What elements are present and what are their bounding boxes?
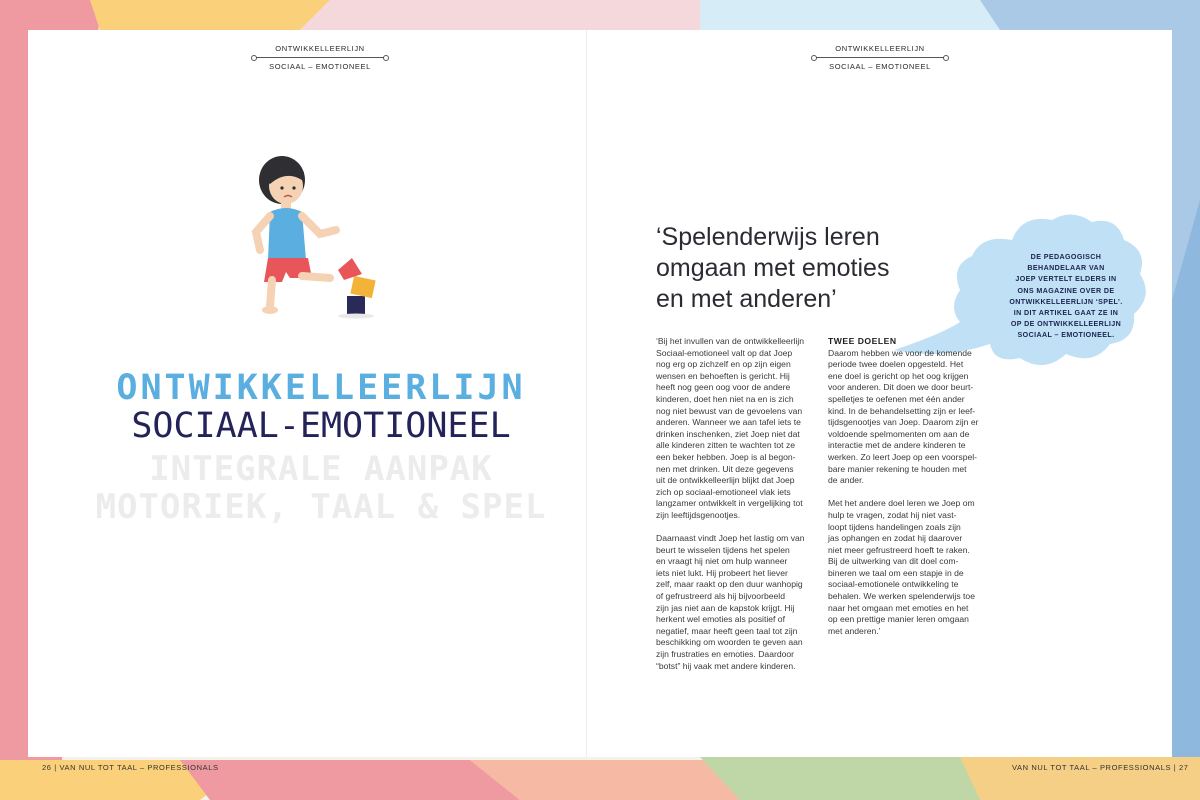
boy-kicking-blocks-illustration [246,150,386,320]
text-line: Met het andere doel leren we Joep om [828,498,975,509]
right-page [586,30,1172,757]
text-line: zijn jas niet aan de kapstok krijgt. Hij [656,602,795,613]
text-line: werken. Zo leert Joep op een voorspel- [828,451,978,462]
text-line: kinderen, doet hen niet na en is zich [656,393,794,404]
text-line: zijn leeftijdsgenootjes. [656,509,741,520]
text-line: nen met drinken. Uit deze gegevens [656,463,794,474]
text-line: niet meer gefrustreerd hoeft te raken. [828,544,970,555]
bubble-line: JOEP VERTELT ELDERS IN [1015,275,1117,284]
page-number: 26 [42,763,52,772]
bubble-line: ONS MAGAZINE OVER DE [1017,286,1115,295]
text-line: anderen. Wanneer we aan tafel iets te [656,417,801,428]
text-line: tijdsgenootjes van Joep. Daarom zijn er [828,417,979,428]
text-line: zijn frustraties en emoties. Daardoor [656,649,795,660]
text-line: Sociaal-emotioneel valt op dat Joep [656,347,793,358]
running-head-rule [816,57,944,58]
page-number: 27 [1179,763,1189,772]
left-page [28,30,614,757]
text-line: voldoende spelmomenten om aan de [828,428,970,439]
text-line: een beker hebben. Joep is al begon- [656,451,796,462]
text-line: naar het omgaan met emoties en het [828,602,969,613]
text-line: jas ophangen en zodat hij daarover [828,533,963,544]
bubble-line: BEHANDELAAR VAN [1027,264,1105,273]
text-line: de ander. [828,475,864,486]
running-head-bottom: SOCIAAL – EMOTIONEEL [829,62,931,71]
running-head-top: ONTWIKKELLEERLIJN [275,44,365,53]
bubble-line: OP DE ONTWIKKELLEERLIJN [1010,320,1122,329]
text-line: Bij de uitwerking van dit doel com- [828,556,959,567]
quote-line: en met anderen’ [656,285,837,313]
text-line: beschikking om woorden te geven aan [656,637,803,648]
text-line: periode twee doelen opgesteld. Het [828,359,964,370]
title-line-2: SOCIAAL-EMOTIONEEL [131,406,511,446]
text-line: alle kinderen zitten te wachten tot ze [656,440,796,451]
text-line: spelletjes te oefenen met één ander [828,393,965,404]
running-head-rule [256,57,384,58]
body-column-2 [828,336,998,649]
title-line-3: INTEGRALE AANPAK [149,449,493,489]
text-line: negatief, maar heeft geen taal tot zijn [656,625,798,636]
text-line: interactie met de andere kinderen te [828,440,966,451]
text-line: voor anderen. Dit doen we door beurt- [828,382,974,393]
quote-line: omgaan met emoties [656,254,890,282]
footer-text: VAN NUL TOT TAAL – PROFESSIONALS [1012,763,1172,772]
footer-text: VAN NUL TOT TAAL – PROFESSIONALS [59,763,219,772]
section-heading: TWEE DOELEN [828,336,897,346]
text-line: zich op sociaal-emotioneel vlak iets [656,486,791,497]
quote-line: ‘Spelenderwijs leren [656,223,880,251]
running-head [810,44,950,71]
bubble-line: DE PEDAGOGISCH [1030,253,1102,261]
text-line: met anderen.’ [828,625,881,636]
body-column-1 [656,336,826,684]
text-line: wensen en behoeften is gericht. Hij [656,370,790,381]
paragraph [656,533,826,672]
text-line: iets niet lukt. Hij probeert het liever [656,567,788,578]
text-line: zelf, maar raakt op den duur wanhopig [656,579,803,590]
text-line: en vraagt hij niet om hulp wanneer [656,556,788,567]
text-line: drinken inschenken, ziet Joep niet dat [656,428,800,439]
text-line: loopt tijdens handelingen zoals zijn [828,521,961,532]
text-line: nog niet bewust van de gevoelens van [656,405,803,416]
text-line: hulp te vragen, zodat hij niet vast- [828,509,957,520]
bubble-text [996,252,1136,342]
bubble-line: SOCIAAL – EMOTIONEEL. [1017,331,1115,340]
bubble-line: ONTWIKKELLEERLIJN ‘SPEL’. [1009,297,1123,306]
running-head-top: ONTWIKKELLEERLIJN [835,44,925,53]
title-line-1: ONTWIKKELLEERLIJN [116,368,526,408]
text-line: op een prettige manier leren omgaan [828,614,969,625]
title-line-4: MOTORIEK, TAAL & SPEL [95,487,547,527]
title-subtitle [28,450,614,526]
text-line: bineren we taal om een stapje in de [828,567,964,578]
text-line: herkent wel emoties als positief of [656,614,785,625]
text-line: of gefrustreerd als hij bijvoorbeeld [656,591,785,602]
text-line: bare manier rekening te houden met [828,463,967,474]
text-line: beurt te wisselen tijdens het spelen [656,544,790,555]
paragraph [828,498,998,637]
text-line: heeft nog geen oog voor de andere [656,382,791,393]
text-line: kind. In de behandelsetting zijn er leef- [828,405,976,416]
text-line: “botst” hij vaak met andere kinderen. [656,660,796,671]
text-line: uit de ontwikkelleerlijn blijkt dat Joep [656,475,795,486]
text-line: sociaal-emotionele ontwikkeling te [828,579,959,590]
footer-right: VAN NUL TOT TAAL – PROFESSIONALS | 27 [1012,763,1189,772]
text-line: Daarom hebben we voor de komende [828,347,972,358]
text-line: ene doel is gericht op het oog krijgen [828,370,969,381]
text-line: nog erg op zichzelf en op zijn eigen [656,359,791,370]
paragraph [828,348,998,487]
text-line: Daarnaast vindt Joep het lastig om van [656,533,805,544]
running-head-bottom: SOCIAAL – EMOTIONEEL [269,62,371,71]
bubble-line: IN DIT ARTIKEL GAAT ZE IN [1013,309,1119,318]
spine-shadow [586,30,587,757]
text-line: langzamer ontwikkelt in vergelijking tot [656,498,803,509]
footer-left: 26 | VAN NUL TOT TAAL – PROFESSIONALS [42,763,219,772]
running-head [250,44,390,71]
text-line: behalen. We werken spelenderwijs toe [828,591,975,602]
text-line: ‘Bij het invullen van de ontwikkelleerlijn [656,336,805,346]
paragraph [656,336,826,522]
